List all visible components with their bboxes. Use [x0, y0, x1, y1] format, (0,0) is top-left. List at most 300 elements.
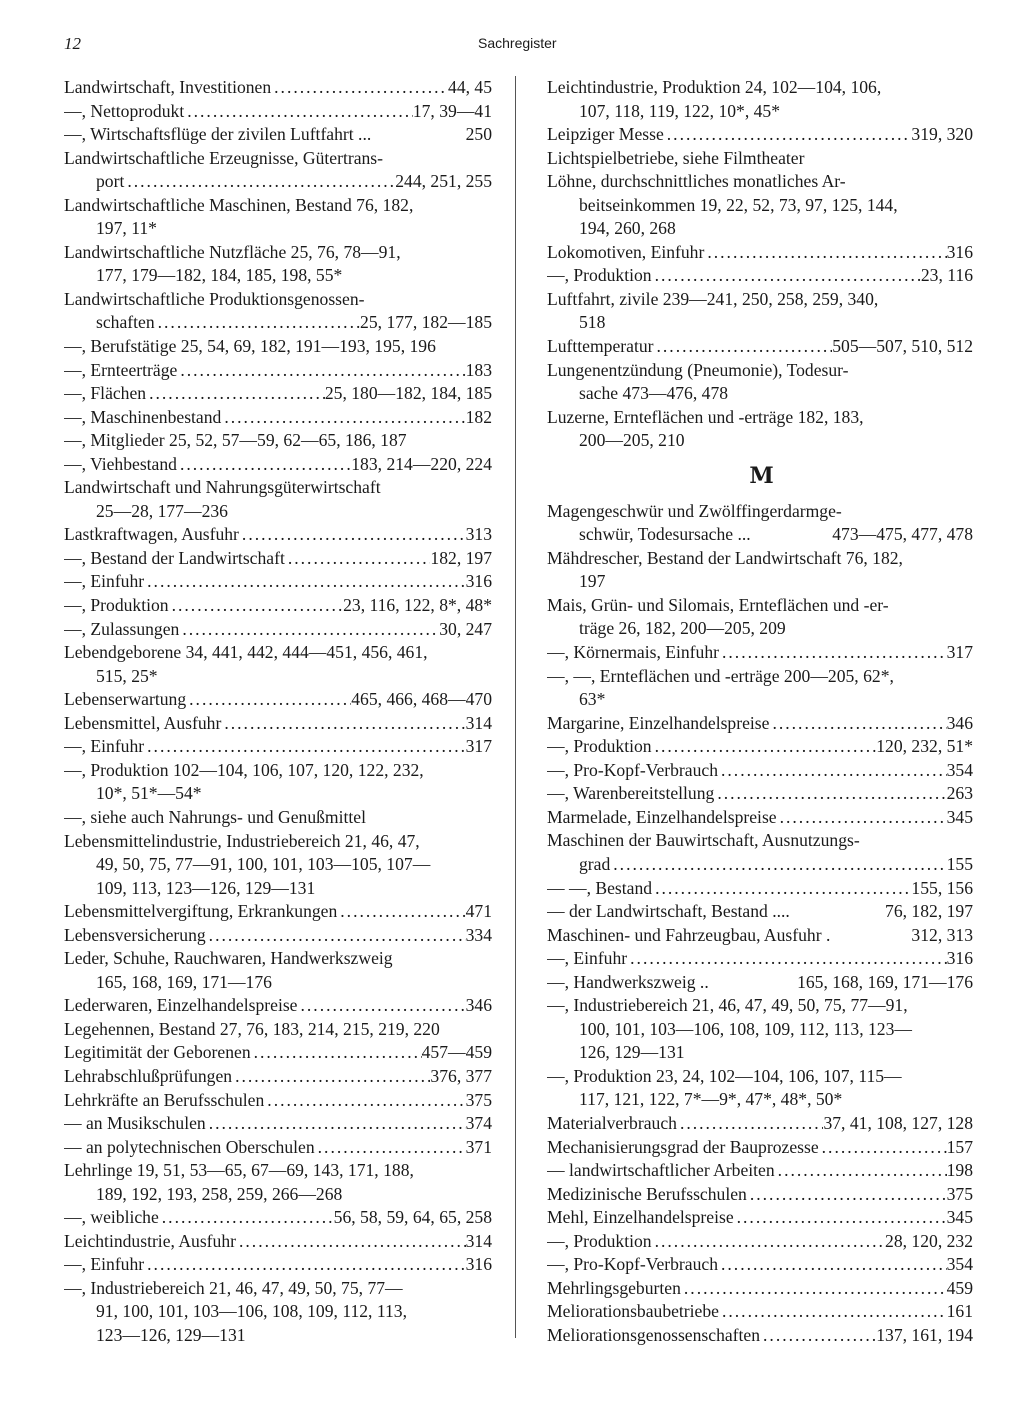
entry-term: 197, 11* [96, 218, 157, 239]
section-letter-heading: M [749, 462, 771, 489]
entry-page-refs: 345 [946, 806, 973, 827]
dot-leader [239, 523, 466, 547]
index-entry [547, 500, 973, 524]
entry-term: 107, 118, 119, 122, 10*, 45* [579, 100, 781, 121]
entry-term: Mais, Grün- und Silomais, Ernteflächen und -er- [547, 594, 889, 615]
dot-leader [315, 1136, 466, 1160]
entry-term: 109, 113, 123—126, 129—131 [96, 877, 316, 898]
dot-leader [285, 547, 431, 571]
index-entry [64, 900, 492, 924]
index-entry [547, 1253, 973, 1277]
dot-leader [819, 1136, 947, 1160]
index-entry [64, 288, 492, 312]
index-entry [64, 217, 492, 241]
index-entry [64, 311, 492, 335]
index-entry [547, 288, 973, 312]
entry-term: 91, 100, 101, 103—106, 108, 109, 112, 113, [96, 1301, 407, 1322]
entry-term: Leichtindustrie, Produktion 24, 102—104, 106, [547, 77, 882, 97]
index-entry [547, 406, 973, 430]
index-entry [64, 994, 492, 1018]
entry-term: 10*, 51*—54* [96, 783, 202, 804]
dot-leader [627, 947, 946, 971]
entry-page-refs: 319, 320 [911, 124, 973, 145]
index-entry [547, 617, 973, 641]
entry-term: —, Produktion [547, 736, 652, 757]
index-entry [547, 76, 973, 100]
entry-term: 123—126, 129—131 [96, 1324, 246, 1345]
entry-page-refs: 137, 161, 194 [876, 1324, 973, 1345]
index-entry [547, 735, 973, 759]
entry-term: —, Pro-Kopf-Verbrauch [547, 1254, 718, 1275]
dot-leader [124, 170, 395, 194]
entry-term: 100, 101, 103—106, 108, 109, 112, 113, 123— [579, 1018, 912, 1039]
page-number: 12 [64, 34, 81, 53]
entry-term: Lehrkräfte an Berufsschulen [64, 1089, 265, 1110]
index-entry [547, 170, 973, 194]
dot-leader [777, 806, 947, 830]
dot-leader [177, 453, 351, 477]
index-entry [547, 100, 973, 124]
index-entry [547, 853, 973, 877]
dot-leader [718, 759, 947, 783]
entry-term: 189, 192, 193, 258, 259, 266—268 [96, 1183, 343, 1204]
dot-leader [610, 853, 946, 877]
entry-term: Legehennen, Bestand 27, 76, 183, 214, 215, 219, 220 [64, 1018, 440, 1039]
entry-term: träge 26, 182, 200—205, 209 [579, 618, 786, 639]
index-entry [547, 1300, 973, 1324]
index-entry [64, 547, 492, 571]
index-entry [547, 1324, 973, 1348]
entry-page-refs: 155, 156 [911, 877, 973, 898]
index-entry [64, 194, 492, 218]
entry-page-refs: 198 [946, 1160, 973, 1181]
entry-page-refs: 23, 116, 122, 8*, 48* [343, 595, 492, 616]
entry-term: —, Produktion 23, 24, 102—104, 106, 107, 115— [547, 1065, 902, 1086]
entry-page-refs: 76, 182, 197 [885, 901, 973, 922]
entry-page-refs: 354 [946, 759, 973, 780]
entry-term: Legitimität der Geborenen [64, 1042, 251, 1063]
entry-term: Lebensmittelindustrie, Industriebereich 21, 46, 47, [64, 830, 420, 851]
entry-term: —, —, Ernteflächen und -erträge 200—205, 62*, [547, 665, 894, 686]
index-entry [547, 1088, 973, 1112]
entry-page-refs: 56, 58, 59, 64, 65, 258 [333, 1207, 492, 1228]
index-entry [64, 1206, 492, 1230]
entry-term: Leichtindustrie, Ausfuhr [64, 1230, 236, 1251]
index-entry [64, 947, 492, 971]
index-entry [64, 453, 492, 477]
entry-term: —, Berufstätige 25, 54, 69, 182, 191—193, 195, 196 [64, 336, 436, 357]
index-entry [64, 1230, 492, 1254]
dot-leader [654, 335, 833, 359]
entry-term: Lokomotiven, Einfuhr [547, 241, 705, 262]
entry-term: Luftfahrt, zivile 239—241, 250, 258, 259, 340, [547, 288, 879, 309]
entry-term: sache 473—476, 478 [579, 383, 729, 404]
index-entry [547, 641, 973, 665]
index-entry [64, 76, 492, 100]
index-entry [547, 688, 973, 712]
entry-page-refs: 25, 180—182, 184, 185 [324, 383, 492, 404]
entry-page-refs: 346 [946, 712, 973, 733]
index-entry [64, 924, 492, 948]
index-entry [64, 1324, 492, 1348]
entry-term: —, Flächen [64, 383, 147, 404]
entry-term: schwür, Todesursache ... [579, 524, 751, 545]
index-entry [64, 500, 492, 524]
index-entry [547, 829, 973, 853]
entry-term: 200—205, 210 [579, 430, 685, 451]
index-entry [547, 1018, 973, 1042]
entry-term: Lebensmittel, Ausfuhr [64, 712, 222, 733]
entry-page-refs: 371 [465, 1136, 492, 1157]
index-entry [64, 241, 492, 265]
index-entry [64, 665, 492, 689]
entry-term: —, Einfuhr [547, 948, 628, 969]
index-entry [64, 618, 492, 642]
index-entry [547, 712, 973, 736]
dot-leader [206, 924, 466, 948]
entry-term: — an polytechnischen Oberschulen [64, 1136, 315, 1157]
entry-term: 63* [579, 689, 606, 710]
entry-term: Leder, Schuhe, Rauchwaren, Handwerkszweig [64, 948, 393, 969]
entry-term: Lufttemperatur [547, 336, 654, 357]
index-entry [64, 1041, 492, 1065]
entry-term: 518 [579, 312, 606, 333]
entry-term: Maschinen der Bauwirtschaft, Ausnutzungs- [547, 830, 860, 851]
entry-term: Mechanisierungsgrad der Bauprozesse [547, 1136, 819, 1157]
index-entry [547, 1277, 973, 1301]
index-entry [547, 971, 973, 995]
dot-leader [179, 618, 439, 642]
entry-term: Landwirtschaftliche Maschinen, Bestand 76, 182, [64, 194, 414, 215]
index-entry [64, 712, 492, 736]
index-entry [64, 1183, 492, 1207]
index-entry [64, 971, 492, 995]
entry-page-refs: 345 [946, 1207, 973, 1228]
dot-leader [177, 359, 465, 383]
entry-page-refs: 25, 177, 182—185 [360, 312, 492, 333]
entry-term: —, weibliche [64, 1207, 159, 1228]
dot-leader [337, 900, 465, 924]
index-entry [64, 759, 492, 783]
dot-leader [734, 1206, 947, 1230]
index-entry [64, 688, 492, 712]
dot-leader [747, 1183, 947, 1207]
index-entry [64, 523, 492, 547]
index-entry [64, 735, 492, 759]
dot-leader [677, 1112, 824, 1136]
entry-page-refs: 346 [465, 995, 492, 1016]
dot-leader [271, 76, 448, 100]
dot-leader [206, 1112, 466, 1136]
index-entry [547, 429, 973, 453]
dot-leader [236, 1230, 466, 1254]
dot-leader [221, 406, 465, 430]
index-entry [64, 335, 492, 359]
entry-term: Meliorationsgenossenschaften [547, 1324, 761, 1345]
index-entry [64, 359, 492, 383]
index-entry [64, 406, 492, 430]
index-entry [64, 1065, 492, 1089]
entry-term: Lederwaren, Einzelhandelspreise [64, 995, 298, 1016]
entry-term: Medizinische Berufsschulen [547, 1183, 747, 1204]
dot-leader [718, 1253, 947, 1277]
dot-leader [146, 382, 325, 406]
entry-term: —, Einfuhr [64, 736, 145, 757]
entry-term: —, Warenbereitstellung [547, 783, 715, 804]
entry-term: Landwirtschaftliche Erzeugnisse, Gütertrans- [64, 147, 384, 168]
dot-leader [681, 1277, 947, 1301]
index-entry [64, 1089, 492, 1113]
entry-page-refs: 44, 45 [448, 77, 492, 97]
dot-leader [159, 1206, 334, 1230]
index-entry [64, 830, 492, 854]
entry-term: — landwirtschaftlicher Arbeiten [547, 1160, 775, 1181]
left-column [64, 76, 492, 1348]
entry-term: — an Musikschulen [64, 1113, 206, 1134]
entry-page-refs: 334 [465, 924, 492, 945]
entry-term: Lungenentzündung (Pneumonie), Todesur- [547, 359, 849, 380]
dot-leader [251, 1041, 422, 1065]
entry-term: Leipziger Messe [547, 124, 664, 145]
entry-term: —, Handwerkszweig .. [547, 971, 709, 992]
entry-page-refs: 316 [946, 241, 973, 262]
index-entry [64, 594, 492, 618]
entry-term: Löhne, durchschnittliches monatliches Ar- [547, 171, 846, 192]
entry-page-refs: 314 [465, 1230, 492, 1251]
entry-term: Lichtspielbetriebe, siehe Filmtheater [547, 147, 805, 168]
entry-page-refs: 250 [465, 124, 492, 145]
entry-term: —, Produktion 102—104, 106, 107, 120, 122, 232, [64, 759, 424, 780]
dot-leader [144, 735, 465, 759]
entry-term: —, Einfuhr [64, 1254, 145, 1275]
dot-leader [714, 782, 946, 806]
index-entry [547, 594, 973, 618]
dot-leader [186, 688, 351, 712]
entry-term: Landwirtschaftliche Produktionsgenossen- [64, 288, 365, 309]
dot-leader [652, 877, 911, 901]
index-entry [64, 806, 492, 830]
index-entry [547, 382, 973, 406]
entry-term: — —, Bestand [547, 877, 653, 898]
entry-term: Mehrlingsgeburten [547, 1277, 681, 1298]
entry-page-refs: 317 [946, 642, 973, 663]
entry-term: Landwirtschaftliche Nutzfläche 25, 76, 78—91, [64, 241, 401, 262]
index-entry [547, 1136, 973, 1160]
index-entry [547, 147, 973, 171]
entry-term: Lebensmittelvergiftung, Erkrankungen [64, 901, 338, 922]
index-entry [64, 1253, 492, 1277]
index-entry [547, 947, 973, 971]
entry-term: 194, 260, 268 [579, 218, 676, 239]
entry-page-refs: 120, 232, 51* [876, 736, 973, 757]
entry-term: 197 [579, 571, 606, 592]
index-entry [547, 547, 973, 571]
dot-leader [652, 264, 921, 288]
entry-page-refs: 23, 116 [920, 265, 973, 286]
entry-page-refs: 505—507, 510, 512 [832, 336, 973, 357]
entry-term: —, Körnermais, Einfuhr [547, 642, 719, 663]
entry-page-refs: 465, 466, 468—470 [351, 689, 492, 710]
entry-term: — der Landwirtschaft, Bestand .... [547, 901, 790, 922]
index-entry [547, 264, 973, 288]
entry-term: Meliorationsbaubetriebe [547, 1301, 719, 1322]
entry-term: 165, 168, 169, 171—176 [96, 971, 272, 992]
entry-page-refs: 263 [946, 783, 973, 804]
dot-leader [298, 994, 466, 1018]
entry-page-refs: 182 [465, 406, 492, 427]
index-entry [64, 170, 492, 194]
entry-page-refs: 161 [946, 1301, 973, 1322]
entry-term: 177, 179—182, 184, 185, 198, 55* [96, 265, 343, 286]
entry-term: —, Pro-Kopf-Verbrauch [547, 759, 718, 780]
entry-page-refs: 314 [465, 712, 492, 733]
entry-page-refs: 37, 41, 108, 127, 128 [823, 1112, 973, 1133]
dot-leader [652, 1230, 885, 1254]
entry-term: Materialverbrauch [547, 1112, 677, 1133]
entry-term: —, Industriebereich 21, 46, 47, 49, 50, 75, 77— [64, 1277, 403, 1298]
index-entry [547, 1206, 973, 1230]
dot-leader [232, 1065, 430, 1089]
index-entry [64, 1136, 492, 1160]
index-entry [64, 476, 492, 500]
index-entry [547, 1041, 973, 1065]
index-entry [64, 264, 492, 288]
dot-leader [155, 311, 360, 335]
index-entry [64, 1277, 492, 1301]
index-entry [64, 100, 492, 124]
entry-term: Lehrabschlußprüfungen [64, 1065, 233, 1086]
entry-term: —, Industriebereich 21, 46, 47, 49, 50, 75, 77—91, [547, 995, 908, 1016]
entry-term: Marmelade, Einzelhandelspreise [547, 806, 777, 827]
entry-page-refs: 17, 39—41 [412, 100, 492, 121]
dot-leader [169, 594, 344, 618]
dot-leader [760, 1324, 876, 1348]
entry-term: Maschinen- und Fahrzeugbau, Ausfuhr . [547, 924, 831, 945]
entry-term: Landwirtschaft und Nahrungsgüterwirtschaft [64, 477, 381, 498]
entry-term: Margarine, Einzelhandelspreise [547, 712, 770, 733]
entry-page-refs: 155 [946, 853, 973, 874]
index-entry [547, 570, 973, 594]
entry-page-refs: 244, 251, 255 [395, 171, 492, 192]
entry-term: Mähdrescher, Bestand der Landwirtschaft 76, 182, [547, 547, 903, 568]
index-entry [64, 782, 492, 806]
entry-page-refs: 376, 377 [430, 1065, 492, 1086]
index-entry [547, 924, 973, 948]
dot-leader [719, 1300, 947, 1324]
index-entry [64, 1018, 492, 1042]
entry-page-refs: 182, 197 [430, 547, 492, 568]
index-entry [547, 900, 973, 924]
index-entry [547, 359, 973, 383]
entry-page-refs: 374 [465, 1113, 492, 1134]
entry-term: —, Maschinenbestand [64, 406, 222, 427]
index-entry [64, 1112, 492, 1136]
entry-page-refs: 165, 168, 169, 171—176 [797, 971, 973, 992]
index-entry [547, 194, 973, 218]
entry-term: 49, 50, 75, 77—91, 100, 101, 103—105, 107— [96, 854, 431, 875]
entry-term: Lebendgeborene 34, 441, 442, 444—451, 456, 461, [64, 642, 428, 663]
entry-term: —, Einfuhr [64, 571, 145, 592]
index-entry [547, 1112, 973, 1136]
entry-term: —, Wirtschaftsflüge der zivilen Luftfahrt ... [64, 124, 372, 145]
index-entry [547, 1159, 973, 1183]
entry-page-refs: 354 [946, 1254, 973, 1275]
entry-term: —, Viehbestand [64, 453, 177, 474]
entry-page-refs: 471 [465, 901, 492, 922]
index-entry [64, 147, 492, 171]
entry-term: —, siehe auch Nahrungs- und Genußmittel [64, 806, 366, 827]
dot-leader [664, 123, 912, 147]
index-entry [547, 782, 973, 806]
entry-page-refs: 316 [465, 1254, 492, 1275]
entry-page-refs: 375 [946, 1183, 973, 1204]
index-entry [64, 1300, 492, 1324]
entry-page-refs: 317 [465, 736, 492, 757]
index-entry [547, 759, 973, 783]
entry-term: 515, 25* [96, 665, 158, 686]
entry-term: Lastkraftwagen, Ausfuhr [64, 524, 239, 545]
entry-term: —, Nettoprodukt [64, 100, 185, 121]
entry-page-refs: 316 [946, 948, 973, 969]
entry-term: Magengeschwür und Zwölffingerdarmge- [547, 500, 842, 521]
index-entry [547, 335, 973, 359]
entry-term: Lebensversicherung [64, 924, 206, 945]
index-entry [547, 994, 973, 1018]
index-entry [64, 853, 492, 877]
dot-leader [719, 641, 947, 665]
index-entry [547, 241, 973, 265]
entry-term: Lebenserwartung [64, 689, 187, 710]
entry-page-refs: 183 [465, 359, 492, 380]
dot-leader [184, 100, 413, 124]
index-entry [64, 641, 492, 665]
entry-term: —, Produktion [547, 1230, 652, 1251]
entry-page-refs: 312, 313 [911, 924, 973, 945]
index-entry [547, 1065, 973, 1089]
index-entry [547, 1230, 973, 1254]
dot-leader [775, 1159, 947, 1183]
index-entry [547, 217, 973, 241]
running-head: Sachregister [478, 35, 557, 51]
dot-leader [704, 241, 946, 265]
index-entry [547, 806, 973, 830]
index-entry [547, 311, 973, 335]
index-entry [64, 382, 492, 406]
entry-term: —, Produktion [64, 595, 169, 616]
entry-term: beitseinkommen 19, 22, 52, 73, 97, 125, 144, [579, 194, 898, 215]
index-entry [64, 429, 492, 453]
entry-page-refs: 313 [465, 524, 492, 545]
index-entry [64, 123, 492, 147]
right-column [547, 76, 973, 1347]
entry-term: 126, 129—131 [579, 1042, 685, 1063]
dot-leader [144, 1253, 465, 1277]
entry-term: schaften [96, 312, 155, 333]
index-entry [547, 523, 973, 547]
index-entry [64, 1159, 492, 1183]
entry-page-refs: 183, 214—220, 224 [351, 453, 492, 474]
dot-leader [264, 1089, 465, 1113]
entry-page-refs: 316 [465, 571, 492, 592]
entry-term: —, Mitglieder 25, 52, 57—59, 62—65, 186, 187 [64, 430, 407, 451]
index-entry [547, 1183, 973, 1207]
entry-term: —, Zulassungen [64, 618, 180, 639]
entry-term: —, Bestand der Landwirtschaft [64, 547, 285, 568]
index-entry [547, 877, 973, 901]
entry-page-refs: 457—459 [421, 1042, 492, 1063]
entry-term: 117, 121, 122, 7*—9*, 47*, 48*, 50* [579, 1089, 843, 1110]
entry-term: 25—28, 177—236 [96, 500, 228, 521]
